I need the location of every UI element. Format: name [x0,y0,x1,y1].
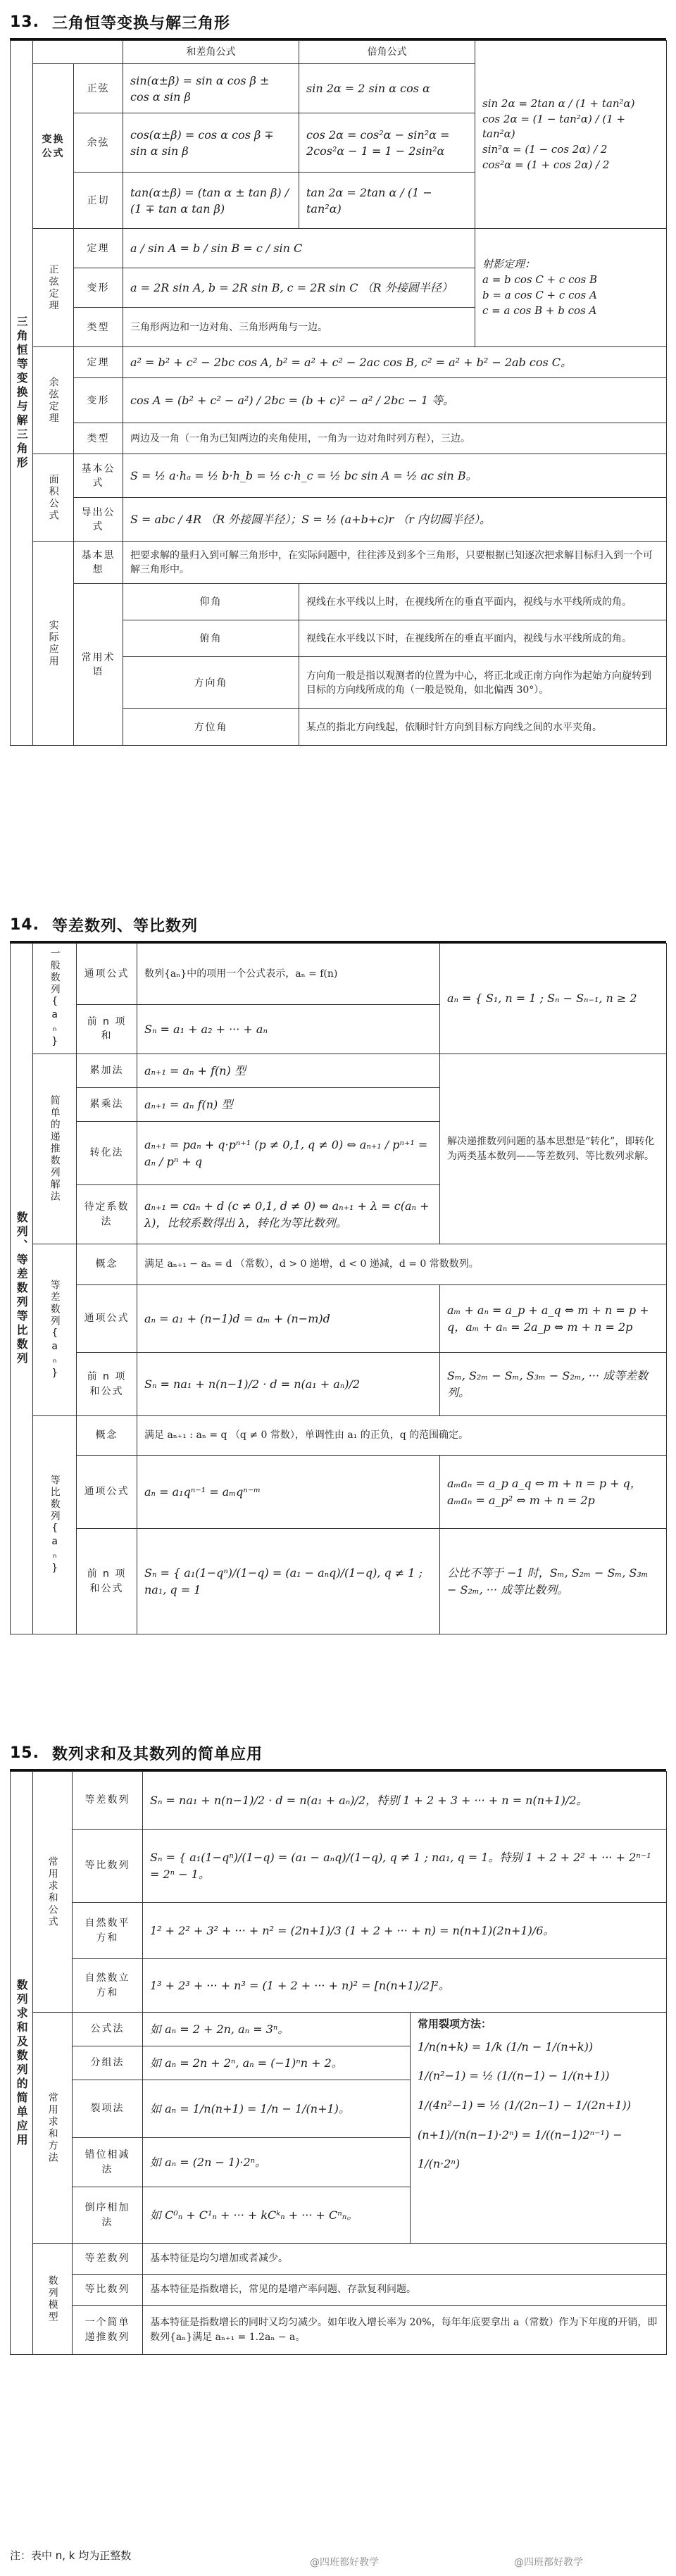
formula-cell: a = 2R sin A, b = 2R sin B, c = 2R sin C （R 外接圆半径） [123,268,475,308]
section-number: 15. [10,1744,39,1762]
group-label: 常用求和方法 [33,2013,73,2244]
formula-cell: aₙ = a₁qⁿ⁻¹ = aₘqⁿ⁻ᵐ [137,1456,440,1529]
text-cell: 视线在水平线以上时，在视线所在的垂直平面内，视线与水平线所成的角。 [299,584,667,620]
group-label: 数列模型 [33,2244,73,2355]
formula-cell: aₘ + aₙ = a_p + a_q ⇔ m + n = p + q，aₘ + aₙ = 2a_p ⇔ m + n = 2p [440,1285,667,1353]
group-label: 等差数列{aₙ} [33,1244,77,1416]
text-cell: 解决递推数列问题的基本思想是“转化”，即转化为两类基本数列——等差数列、等比数列求解。 [440,1054,667,1244]
section-number: 14. [10,915,39,934]
formula-cell: Sₙ = a₁ + a₂ + ··· + aₙ [137,1004,440,1053]
text-cell: 三角形两边和一边对角、三角形两角与一边。 [123,308,475,347]
table-row [11,2306,667,2355]
section-14-table [10,943,667,1634]
formula-cell: tan 2α = 2tan α / (1 − tan²α) [299,173,475,229]
group-label: 常用求和公式 [33,1772,73,2013]
table-row [11,944,667,1005]
formula-cell: sin 2α = 2 sin α cos α [299,64,475,113]
formula-cell: cos A = (b² + c² − a²) / 2bc = (b + c)² − a² / 2bc − 1 等。 [123,378,667,423]
row-label: 错位相减法 [73,2138,143,2187]
table-row [11,1285,667,1353]
row-label: 定理 [74,229,123,268]
text-cell: 方向角一般是指以观测者的位置为中心，将正北或正南方向作为起始方向旋转到目标的方向线所成的角（一般是锐角，如北偏西 30°）。 [299,657,667,709]
text-cell: 基本特征是指数增长，常见的是增产率问题、存款复利问题。 [143,2275,667,2306]
row-label: 基本公式 [74,454,123,498]
table-row [11,1830,667,1903]
table-row [11,423,667,454]
formula-cell: 如 aₙ = 1/n(n+1) = 1/n − 1/(n+1)。 [143,2080,411,2138]
row-label: 变形 [74,268,123,308]
text-cell: 两边及一角（一角为已知两边的夹角使用，一角为一边对角时列方程），三边。 [123,423,667,454]
formula-cell: 1³ + 2³ + ··· + n³ = (1 + 2 + ··· + n)² = [n(n+1)/2]²。 [143,1959,667,2013]
section-15 [10,1737,666,2355]
watermark-secondary: @四班都好教学 [514,2557,583,2568]
formula-cell: a / sin A = b / sin B = c / sin C [123,229,475,268]
section-title: 数列求和及其数列的简单应用 [52,1745,263,1763]
term-label: 方向角 [123,657,299,709]
row-label: 等差数列 [73,2244,143,2275]
formula-cell: aₙ₊₁ = paₙ + q·pⁿ⁺¹ (p ≠ 0,1, q ≠ 0) ⇔ aₙ₊₁ / pⁿ⁺¹ = aₙ / pⁿ + q [137,1122,440,1185]
row-label: 前 n 项和公式 [77,1529,137,1634]
table-row [11,2013,667,2046]
row-label: 概念 [77,1244,137,1285]
row-label: 分组法 [73,2046,143,2080]
formula-cell: 如 aₙ = 2n + 2ⁿ, aₙ = (−1)ⁿn + 2。 [143,2046,411,2080]
formula-cell: a² = b² + c² − 2bc cos A, b² = a² + c² − 2ac cos B, c² = a² + b² − 2ab cos C。 [123,347,667,378]
side-label: 三角恒等变换与解三角形 [11,41,33,746]
text-cell: 视线在水平线以下时，在视线所在的垂直平面内，视线与水平线所成的角。 [299,620,667,657]
text-cell: 把要求解的量归入到可解三角形中，在实际问题中，往往涉及到多个三角形，只要根据已知逐次把求解目标归入到一个可解三角形中。 [123,542,667,584]
row-label: 一个简单递推数列 [73,2306,143,2355]
formula-cell: S = ½ a·hₐ = ½ b·h_b = ½ c·h_c = ½ bc sin A = ½ ac sin B。 [123,454,667,498]
formula-cell: cos(α±β) = cos α cos β ∓ sin α sin β [123,113,299,173]
section-13-table [10,40,667,746]
formula-cell: Sₙ = { a₁(1−qⁿ)/(1−q) = (a₁ − aₙq)/(1−q), q ≠ 1 ; na₁, q = 1。特别 1 + 2 + 2² + ··· + 2ⁿ⁻¹ = 2ⁿ − 1。 [143,1830,667,1903]
table-row [11,1416,667,1456]
table-row [11,498,667,542]
table-row [11,1903,667,1959]
row-label: 公式法 [73,2013,143,2046]
split-methods-title: 常用裂项方法： [418,2018,492,2030]
row-label: 余弦 [74,113,123,173]
row-label: 通项公式 [77,1285,137,1353]
table-row [11,1456,667,1529]
split-methods-list: 1/n(n+k) = 1/k (1/n − 1/(n+k)) 1/(n²−1) = ½ (1/(n−1) − 1/(n+1)) 1/(4n²−1) = ½ (1/(2n−1) − 1/(2n+1)) (n+1)/(n(n−1)·2ⁿ) = 1/((n−1)2ⁿ⁻¹) − 1/(n·2ⁿ) [418,2039,632,2171]
term-label: 方位角 [123,709,299,746]
text-cell: 某点的指北方向线起，依顺时针方向到目标方向线之间的水平夹角。 [299,709,667,746]
group-label: 实际应用 [33,542,74,746]
col-header-sum: 和差角公式 [123,41,299,64]
footer-note: 注：表中 n, k 均为正整数 [10,2549,132,2562]
row-label: 基本思想 [74,542,123,584]
table-row [11,2244,667,2275]
text-cell: 满足 aₙ₊₁ : aₙ = q （q ≠ 0 常数），单调性由 a₁ 的正负，q 的范围确定。 [137,1416,667,1456]
formula-cell: sin(α±β) = sin α cos β ± cos α sin β [123,64,299,113]
group-label: 变换公式 [33,64,74,229]
section-number: 13. [10,13,39,31]
formula-cell: S = abc / 4R （R 外接圆半径）；S = ½ (a+b+c)r （r 内切圆半径）。 [123,498,667,542]
row-label: 类型 [74,423,123,454]
formula-cell: 如 C⁰ₙ + C¹ₙ + ··· + kCᵏₙ + ··· + Cⁿₙ。 [143,2187,411,2244]
formula-cell: Sₙ = { a₁(1−qⁿ)/(1−q) = (a₁ − aₙq)/(1−q), q ≠ 1 ; na₁, q = 1 [137,1529,440,1634]
row-label: 正切 [74,173,123,229]
section-15-table [10,1771,667,2355]
text-cell: 基本特征是指数增长的同时又均匀减少。如年收入增长率为 20%，每年年底要拿出 a（常数）作为下年度的开销，即数列{aₙ}满足 aₙ₊₁ = 1.2aₙ − a。 [143,2306,667,2355]
row-label: 变形 [74,378,123,423]
formula-cell: tan(α±β) = (tan α ± tan β) / (1 ∓ tan α tan β) [123,173,299,229]
table-row [11,1959,667,2013]
col-header-double: 倍角公式 [299,41,475,64]
row-label: 等比数列 [73,1830,143,1903]
row-label: 通项公式 [77,944,137,1005]
row-label: 通项公式 [77,1456,137,1529]
section-title: 三角恒等变换与解三角形 [52,14,231,32]
text-cell: 满足 aₙ₊₁ − aₙ = d （常数），d > 0 递增，d < 0 递减，d = 0 常数数列。 [137,1244,667,1285]
group-label: 余弦定理 [33,347,74,454]
formula-cell: 公比不等于 −1 时，Sₘ, S₂ₘ − Sₘ, S₃ₘ − S₂ₘ, ··· 成等比数列。 [440,1529,667,1634]
term-label: 俯角 [123,620,299,657]
table-row [11,229,667,268]
section-14 [10,908,666,1634]
table-row [11,542,667,584]
row-label: 累加法 [77,1054,137,1088]
formula-cell: aₙ₊₁ = aₙ f(n) 型 [137,1088,440,1122]
formula-cell: aₙ = a₁ + (n−1)d = aₘ + (n−m)d [137,1285,440,1353]
table-row [11,1244,667,1285]
term-label: 仰角 [123,584,299,620]
table-row [11,1054,667,1088]
text-cell: 基本特征是均匀增加或者减少。 [143,2244,667,2275]
row-label: 自然数平方和 [73,1903,143,1959]
section-title: 等差数列、等比数列 [52,917,199,935]
row-label: 定理 [74,347,123,378]
split-methods [411,2013,667,2244]
row-label: 导出公式 [74,498,123,542]
formula-cell: Sₙ = na₁ + n(n−1)/2 · d = n(a₁ + aₙ)/2，特别 1 + 2 + 3 + ··· + n = n(n+1)/2。 [143,1772,667,1830]
shadow-theorem: 射影定理： a = b cos C + c cos B b = a cos C + c cos A c = a cos B + b cos A [475,229,667,347]
formula-cell: Sₘ, S₂ₘ − Sₘ, S₃ₘ − S₂ₘ, ··· 成等差数列。 [440,1353,667,1416]
group-label: 等比数列{aₙ} [33,1416,77,1634]
table-row [11,41,667,64]
group-label: 面积公式 [33,454,74,542]
row-label: 累乘法 [77,1088,137,1122]
section-13 [10,6,666,746]
table-row [11,454,667,498]
formula-cell: Sₙ = na₁ + n(n−1)/2 · d = n(a₁ + aₙ)/2 [137,1353,440,1416]
row-label: 概念 [77,1416,137,1456]
row-label: 前 n 项和公式 [77,1353,137,1416]
side-label: 数列求和及数列的简单应用 [11,1772,33,2355]
table-row [11,1529,667,1634]
table-row [11,2275,667,2306]
row-label: 待定系数法 [77,1185,137,1244]
section-15-header [10,1737,666,1771]
row-label: 前 n 项和 [77,1004,137,1053]
formula-cell: aₙ₊₁ = aₙ + f(n) 型 [137,1054,440,1088]
formula-cell: aₙ₊₁ = caₙ + d (c ≠ 0,1, d ≠ 0) ⇔ aₙ₊₁ + λ = c(aₙ + λ)，比较系数得出 λ，转化为等比数列。 [137,1185,440,1244]
row-label: 等差数列 [73,1772,143,1830]
section-14-header [10,908,666,943]
table-row [11,1772,667,1830]
group-label: 简单的递推数列解法 [33,1054,77,1244]
row-label: 类型 [74,308,123,347]
row-label: 转化法 [77,1122,137,1185]
formula-cell: aₙ = { S₁, n = 1 ; Sₙ − Sₙ₋₁, n ≥ 2 [440,944,667,1054]
row-label: 裂项法 [73,2080,143,2138]
row-label: 等比数列 [73,2275,143,2306]
formula-cell: cos 2α = cos²α − sin²α = 2cos²α − 1 = 1 − 2sin²α [299,113,475,173]
row-label: 倒序相加法 [73,2187,143,2244]
table-row [11,378,667,423]
text-cell: 数列{aₙ}中的项用一个公式表示，aₙ = f(n) [137,944,440,1005]
row-label: 自然数立方和 [73,1959,143,2013]
formula-cell: 1² + 2² + 3² + ··· + n² = (2n+1)/3 (1 + 2 + ··· + n) = n(n+1)(2n+1)/6。 [143,1903,667,1959]
group-label: 正弦定理 [33,229,74,347]
row-label: 常用术语 [74,584,123,746]
group-label: 一般数列{aₙ} [33,944,77,1054]
section-13-header [10,6,666,40]
table-row [11,347,667,378]
watermark: @四班都好教学 [310,2557,379,2568]
formula-cell: 如 aₙ = 2 + 2n, aₙ = 3ⁿ。 [143,2013,411,2046]
formula-cell: 如 aₙ = (2n − 1)·2ⁿ。 [143,2138,411,2187]
formula-cell: aₘaₙ = a_p a_q ⇔ m + n = p + q，aₘaₙ = a_p² ⇔ m + n = 2p [440,1456,667,1529]
table-row [11,1353,667,1416]
right-formulas: sin 2α = 2tan α / (1 + tan²α) cos 2α = (1 − tan²α) / (1 + tan²α) sin²α = (1 − cos 2α) / 2 cos²α = (1 + cos 2α) / 2 [475,41,667,229]
side-label: 数列、等差数列等比数列 [11,944,33,1634]
row-label: 正弦 [74,64,123,113]
table-row [11,584,667,620]
